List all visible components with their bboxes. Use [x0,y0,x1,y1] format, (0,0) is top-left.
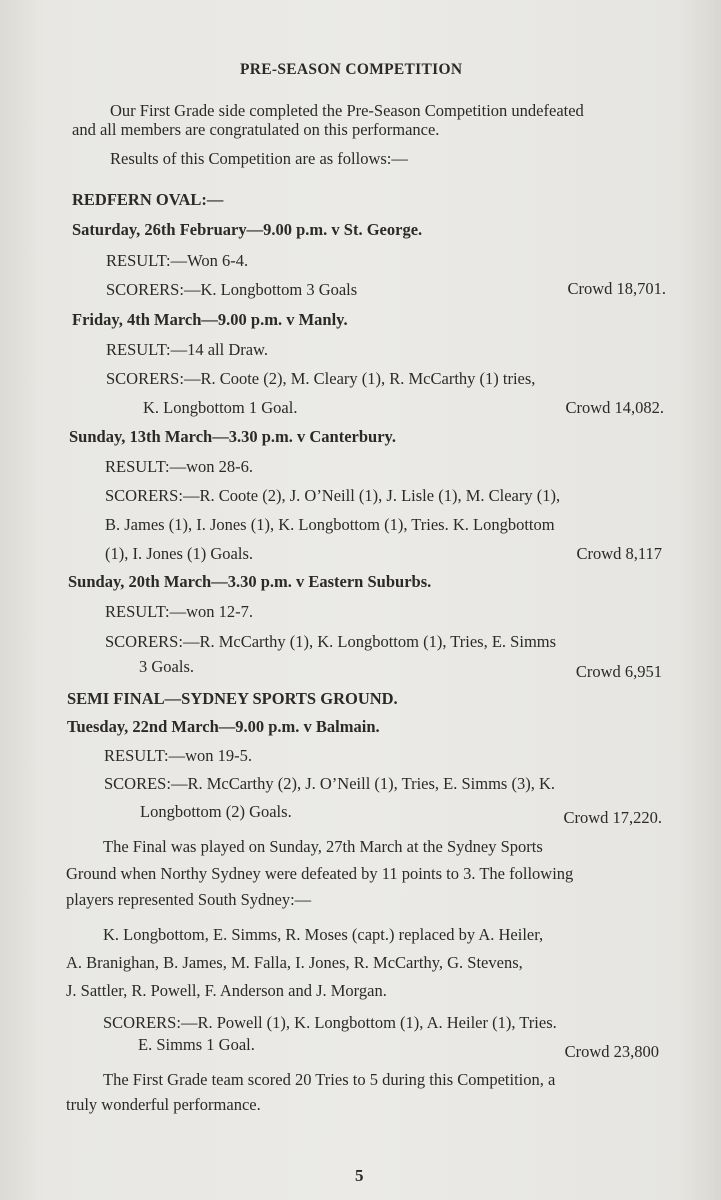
match-5-result: RESULT:—won 19-5. [104,746,252,765]
match-3-scorers-line-3: (1), I. Jones (1) Goals. [105,544,254,563]
match-3-scorers-line-1: SCORERS:—R. Coote (2), J. O’Neill (1), J. Lisle (1), M. Cleary (1), [105,486,561,505]
match-5-crowd: Crowd 17,220. [563,808,662,827]
match-1-result: RESULT:—Won 6-4. [106,251,249,270]
match-2-scorers-line-1: SCORERS:—R. Coote (2), M. Cleary (1), R. McCarthy (1) tries, [106,369,536,388]
closing-line-1: The First Grade team scored 20 Tries to 5 during this Competition, a [103,1070,556,1089]
match-1-heading: Saturday, 26th February—9.00 p.m. v St. George. [72,220,423,239]
match-5-scorers-line-1: SCORES:—R. McCarthy (2), J. O’Neill (1), Tries, E. Simms (3), K. [104,774,556,793]
match-3-scorers-line-2: B. James (1), I. Jones (1), K. Longbottom (1), Tries. K. Longbottom [105,515,555,534]
match-3-crowd: Crowd 8,117 [576,544,662,563]
match-2-scorers-line-2: K. Longbottom 1 Goal. [143,398,298,417]
final-crowd: Crowd 23,800 [564,1042,659,1061]
final-team-line-1: K. Longbottom, E. Simms, R. Moses (capt.) replaced by A. Heiler, [103,925,544,944]
match-5-scorers-line-2: Longbottom (2) Goals. [140,802,292,821]
final-scorers-line-2: E. Simms 1 Goal. [138,1035,255,1054]
final-paragraph-line-1: The Final was played on Sunday, 27th March at the Sydney Sports [103,837,543,856]
match-2-result: RESULT:—14 all Draw. [106,340,269,359]
venue-heading-semi-final: SEMI FINAL—SYDNEY SPORTS GROUND. [67,689,398,708]
match-3-heading: Sunday, 13th March—3.30 p.m. v Canterbury. [69,427,396,446]
page-number: 5 [355,1166,364,1185]
match-3-result: RESULT:—won 28-6. [105,457,253,476]
match-4-result: RESULT:—won 12-7. [105,602,253,621]
intro-line-3: Results of this Competition are as follows:— [110,149,408,168]
match-1-scorers: SCORERS:—K. Longbottom 3 Goals [106,280,358,299]
intro-line-1: Our First Grade side completed the Pre-Season Competition undefeated [110,101,584,120]
match-4-scorers-line-2: 3 Goals. [139,657,194,676]
final-scorers-line-1: SCORERS:—R. Powell (1), K. Longbottom (1), A. Heiler (1), Tries. [103,1013,557,1032]
page-title: PRE-SEASON COMPETITION [240,61,463,78]
final-team-line-2: A. Branighan, B. James, M. Falla, I. Jones, R. McCarthy, G. Stevens, [66,953,523,972]
match-4-crowd: Crowd 6,951 [575,662,662,681]
venue-heading-redfern: REDFERN OVAL:— [72,190,224,209]
match-5-heading: Tuesday, 22nd March—9.00 p.m. v Balmain. [67,717,380,736]
final-team-line-3: J. Sattler, R. Powell, F. Anderson and J. Morgan. [66,981,387,1000]
closing-line-2: truly wonderful performance. [66,1095,261,1114]
match-1-crowd: Crowd 18,701. [567,279,666,298]
match-2-crowd: Crowd 14,082. [565,398,664,417]
intro-line-2: and all members are congratulated on this performance. [72,120,440,139]
match-4-scorers-line-1: SCORERS:—R. McCarthy (1), K. Longbottom (1), Tries, E. Simms [105,632,557,651]
match-4-heading: Sunday, 20th March—3.30 p.m. v Eastern Suburbs. [68,572,432,591]
final-paragraph-line-3: players represented South Sydney:— [66,890,312,909]
match-2-heading: Friday, 4th March—9.00 p.m. v Manly. [72,310,348,329]
final-paragraph-line-2: Ground when Northy Sydney were defeated by 11 points to 3. The following [66,864,574,883]
